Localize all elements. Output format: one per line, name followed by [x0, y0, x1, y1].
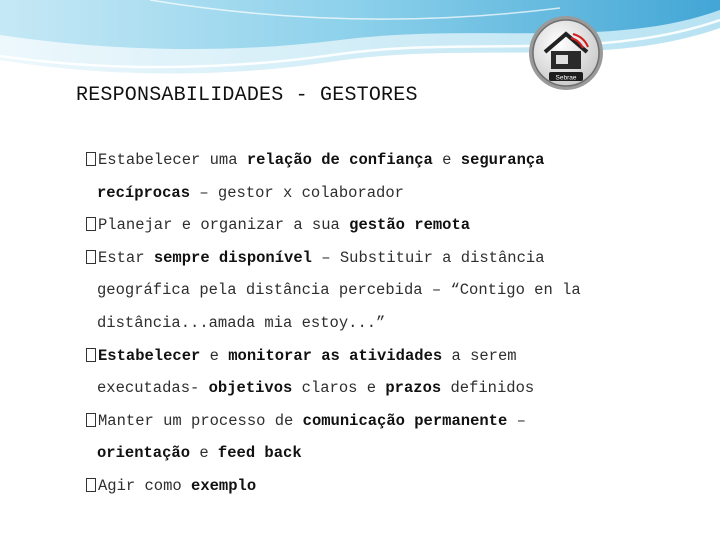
- emphasis-text: recíprocas: [97, 183, 191, 202]
- bullet-text: Estar: [98, 248, 154, 267]
- bullet-text: claros e: [292, 379, 386, 398]
- bullet-continuation-line: [97, 281, 581, 299]
- bullet-continuation-line: [97, 184, 404, 202]
- bullet-marker-icon: [86, 413, 96, 427]
- emphasis-text: exemplo: [191, 477, 257, 495]
- emphasis-text: relação de confiança: [246, 151, 433, 169]
- bullet-text: geográfica pela distância percebida – “Contigo en la: [97, 281, 581, 300]
- bullet-text: Agir como: [98, 477, 192, 495]
- bullet-text: –: [507, 411, 526, 430]
- bullet-text: Manter um processo de: [98, 411, 303, 430]
- emphasis-text: segurança: [460, 151, 545, 169]
- emphasis-text: Estabelecer: [98, 346, 201, 365]
- bullet-text: definidos: [441, 379, 535, 398]
- bullet-text: – Substituir a distância: [311, 248, 545, 267]
- bullet-marker-icon: [86, 152, 96, 166]
- emphasis-text: orientação: [97, 444, 191, 463]
- bullet-text: executadas-: [97, 379, 209, 398]
- slide-title: RESPONSABILIDADES - GESTORES: [76, 84, 418, 107]
- bullet-text: a serem: [442, 346, 517, 365]
- emphasis-text: gestão remota: [349, 216, 471, 235]
- bullet-continuation-line: [97, 379, 534, 397]
- bullet-marker-icon: [86, 348, 96, 362]
- bullet-text: distância...amada mia estoy...”: [97, 314, 386, 332]
- emphasis-text: sempre disponível: [153, 248, 312, 267]
- bullet-marker-icon: [86, 250, 96, 264]
- bullet-text: Estabelecer uma: [98, 151, 247, 169]
- emphasis-text: monitorar as atividades: [228, 346, 443, 365]
- logo-text: Sebrae: [555, 74, 577, 82]
- bullet-item: [86, 477, 256, 495]
- emphasis-text: prazos: [385, 379, 442, 398]
- bullet-text: e: [190, 444, 218, 463]
- bullet-continuation-line: [97, 444, 302, 462]
- bullet-marker-icon: [86, 217, 96, 231]
- emphasis-text: feed back: [217, 444, 302, 463]
- bullet-text: Planejar e organizar a sua: [98, 216, 350, 235]
- bullet-item: [86, 151, 544, 169]
- emphasis-text: objetivos: [208, 379, 293, 398]
- emphasis-text: comunicação permanente: [302, 411, 508, 430]
- bullet-text: e: [200, 346, 229, 365]
- bullet-text: e: [432, 151, 461, 169]
- bullet-item: [86, 347, 517, 365]
- bullet-continuation-line: [97, 314, 385, 332]
- bullet-item: [86, 216, 470, 234]
- bullet-text: – gestor x colaborador: [190, 183, 404, 202]
- bullet-marker-icon: [86, 478, 96, 492]
- bullet-item: [86, 412, 526, 430]
- bullet-item: [86, 249, 545, 267]
